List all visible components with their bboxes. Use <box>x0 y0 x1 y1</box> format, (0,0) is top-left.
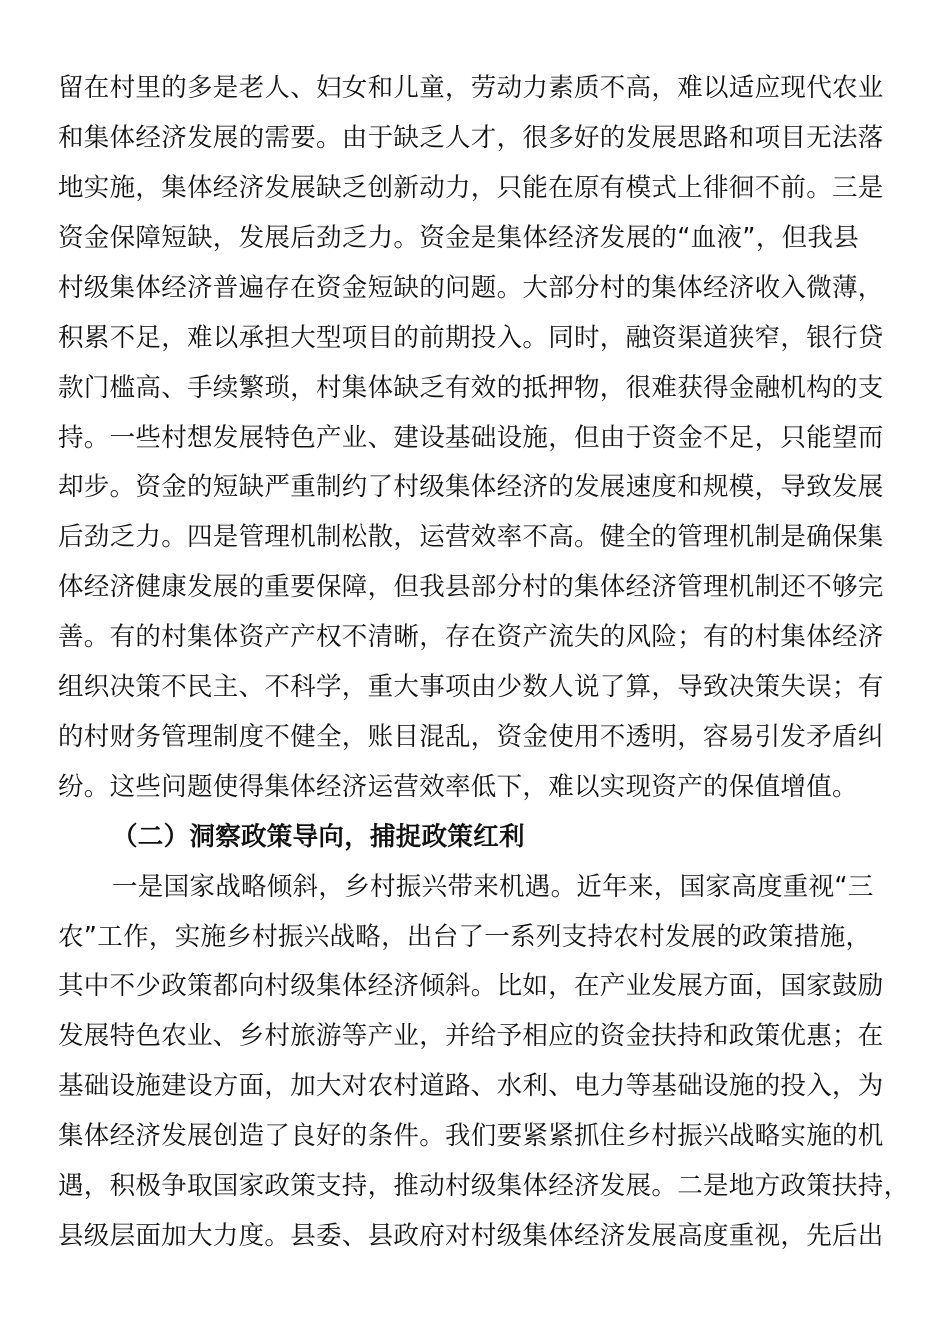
body-text-line: 地实施，集体经济发展缺乏创新动力，只能在原有模式上徘徊不前。三是 <box>58 173 884 203</box>
body-text-line: 持。一些村想发展特色产业、建设基础设施，但由于资金不足，只能望而 <box>58 423 884 453</box>
body-text-line: 却步。资金的短缺严重制约了村级集体经济的发展速度和规模，导致发展 <box>58 472 884 502</box>
body-text-line: 善。有的村集体资产产权不清晰，存在资产流失的风险；有的村集体经济 <box>58 622 884 652</box>
body-text-line: 后劲乏力。四是管理机制松散，运营效率不高。健全的管理机制是确保集 <box>58 522 884 552</box>
body-text-line: 积累不足，难以承担大型项目的前期投入。同时，融资渠道狭窄，银行贷 <box>58 323 884 353</box>
body-text-line: 遇，积极争取国家政策支持，推动村级集体经济发展。二是地方政策扶持， <box>58 1171 910 1201</box>
body-text-line: 纷。这些问题使得集体经济运营效率低下，难以实现资产的保值增值。 <box>58 772 858 802</box>
body-text-line: 体经济健康发展的重要保障，但我县部分村的集体经济管理机制还不够完 <box>58 572 884 602</box>
body-text-line: 和集体经济发展的需要。由于缺乏人才，很多好的发展思路和项目无法落 <box>58 123 884 153</box>
body-text-line: 留在村里的多是老人、妇女和儿童，劳动力素质不高，难以适应现代农业 <box>58 73 884 103</box>
body-text-line: 的村财务管理制度不健全，账目混乱，资金使用不透明，容易引发矛盾纠 <box>58 722 884 752</box>
section-heading: （二）洞察政策导向，捕捉政策红利 <box>112 822 525 852</box>
body-text-line: 一是国家战略倾斜，乡村振兴带来机遇。近年来，国家高度重视“三 <box>112 872 874 902</box>
body-text-line: 农”工作，实施乡村振兴战略，出台了一系列支持农村发展的政策措施， <box>58 922 872 952</box>
body-text-line: 基础设施建设方面，加大对农村道路、水利、电力等基础设施的投入，为 <box>58 1071 884 1101</box>
body-text-line: 款门槛高、手续繁琐，村集体缺乏有效的抵押物，很难获得金融机构的支 <box>58 373 884 403</box>
body-text-line: 发展特色农业、乡村旅游等产业，并给予相应的资金扶持和政策优惠；在 <box>58 1021 884 1051</box>
body-text-line: 其中不少政策都向村级集体经济倾斜。比如，在产业发展方面，国家鼓励 <box>58 971 884 1001</box>
body-text-line: 资金保障短缺，发展后劲乏力。资金是集体经济发展的“血液”，但我县 <box>58 223 860 253</box>
body-text-line: 县级层面加大力度。县委、县政府对村级集体经济发展高度重视，先后出 <box>58 1221 884 1251</box>
body-text-line: 组织决策不民主、不科学，重大事项由少数人说了算，导致决策失误；有 <box>58 672 884 702</box>
body-text-line: 村级集体经济普遍存在资金短缺的问题。大部分村的集体经济收入微薄， <box>58 273 884 303</box>
body-text-line: 集体经济发展创造了良好的条件。我们要紧紧抓住乡村振兴战略实施的机 <box>58 1121 884 1151</box>
